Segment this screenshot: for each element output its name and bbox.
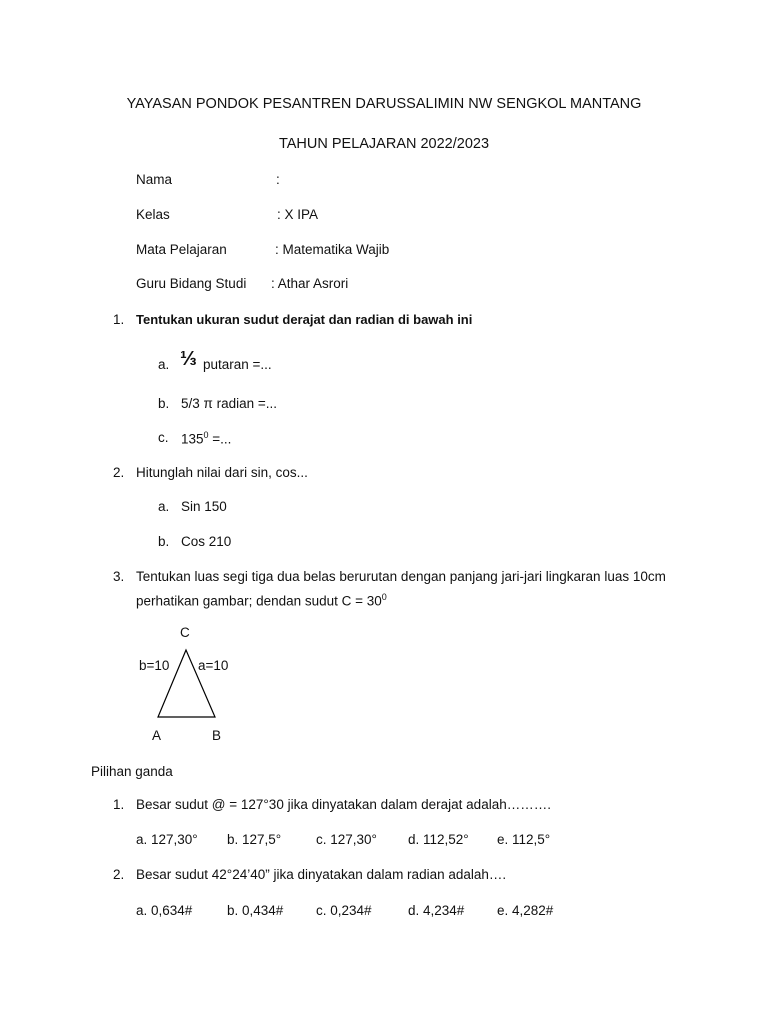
identity-value-teacher: : Athar Asrori <box>271 276 349 291</box>
mc1-number: 1. <box>113 797 125 812</box>
mc2-option-b: b. 0,434# <box>227 903 284 918</box>
q1b-text: 5/3 π radian =... <box>181 396 277 411</box>
q1c-text: $135^0$ =... <box>181 430 232 447</box>
q1b-letter: b. <box>158 396 170 411</box>
identity-label-name: Nama <box>136 172 173 187</box>
mc1-option-b: b. 127,5° <box>227 832 282 847</box>
q2b-text: Cos 210 <box>181 534 232 549</box>
mc1-option-a: a. 127,30° <box>136 832 198 847</box>
mc2-option-a: a. 0,634# <box>136 903 193 918</box>
q1c-letter: c. <box>158 430 169 445</box>
q2a-letter: a. <box>158 499 170 514</box>
q1-number: 1. <box>113 312 125 327</box>
mc2-option-c: c. 0,234# <box>316 903 372 918</box>
q2b-letter: b. <box>158 534 170 549</box>
mc1-option-d: d. 112,52° <box>408 832 469 847</box>
q2a-text: Sin 150 <box>181 499 227 514</box>
mc1-option-e: e. 112,5° <box>497 832 551 847</box>
q1a-letter: a. <box>158 357 170 372</box>
q1-text: Tentukan ukuran sudut derajat dan radian di bawah ini <box>136 312 473 327</box>
q2-text: Hitunglah nilai dari sin, cos... <box>136 465 308 480</box>
academic-year: TAHUN PELAJARAN 2022/2023 <box>278 136 490 152</box>
identity-label-teacher: Guru Bidang Studi <box>136 276 247 291</box>
mc2-option-e: e. 4,282# <box>497 903 554 918</box>
side-a-label: a=10 <box>198 658 229 673</box>
q3-text-line2: perhatikan gambar; dendan sudut $C = 30^0$ <box>136 592 387 609</box>
mc2-text: Besar sudut 42°24’40” jika dinyatakan dalam radian adalah…. <box>136 867 507 882</box>
vertex-c-label: C <box>180 625 190 640</box>
mc2-option-d: d. 4,234# <box>408 903 465 918</box>
q1a-fraction: ⅓ <box>180 348 197 370</box>
mc1-text: Besar sudut @ = 127°30 jika dinyatakan dalam derajat adalah………. <box>136 797 551 812</box>
vertex-b-label: B <box>212 728 222 743</box>
identity-label-class: Kelas <box>136 207 170 222</box>
identity-label-subject: Mata Pelajaran <box>136 242 227 257</box>
school-name: YAYASAN PONDOK PESANTREN DARUSSALIMIN NW SENGKOL MANTANG <box>126 96 642 112</box>
mc1-option-c: c. 127,30° <box>316 832 377 847</box>
q3-text-line1: Tentukan luas segi tiga dua belas berurutan dengan panjang jari-jari lingkaran luas 10cm <box>136 569 666 584</box>
q2-number: 2. <box>113 465 125 480</box>
q1a-text: putaran =... <box>203 357 272 372</box>
q3-number: 3. <box>113 569 125 584</box>
mc2-number: 2. <box>113 867 125 882</box>
identity-value-class: : X IPA <box>277 207 319 222</box>
side-b-label: b=10 <box>139 658 170 673</box>
multiple-choice-heading: Pilihan ganda <box>91 764 173 779</box>
triangle-figure <box>150 640 230 730</box>
identity-value-subject: : Matematika Wajib <box>275 242 390 257</box>
vertex-a-label: A <box>152 728 162 743</box>
identity-value-name: : <box>276 172 280 187</box>
